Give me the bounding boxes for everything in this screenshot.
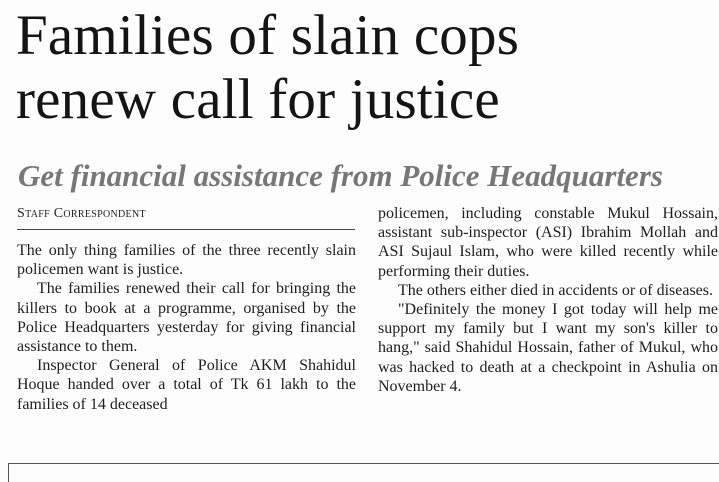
paragraph-5: "Definitely the money I got today will help me support my family but I want my son's killer to hang," said Shahidul Hossain, father of Mukul, who was hacked to death at a checkpoint in Ashulia on November 4. xyxy=(378,301,718,395)
article-headline xyxy=(16,4,716,132)
paragraph-1: The only thing families of the three recently slain policemen want is justice. xyxy=(17,242,356,279)
paragraph-3-continued: policemen, including constable Mukul Hossain, assistant sub-inspector (ASI) Ibrahim Mollah and ASI Sujaul Islam, who were killed recently while performing their duties. xyxy=(378,205,718,280)
headline-line-1: Families of slain cops xyxy=(16,4,520,67)
byline: Staff Correspondent xyxy=(17,205,355,230)
article-subheadline: Get financial assistance from Police Headquarters xyxy=(18,158,663,193)
article-column-right xyxy=(378,204,718,396)
next-article-border xyxy=(8,463,719,482)
paragraph-3: Inspector General of Police AKM Shahidul Hoque handed over a total of Tk 61 lakh to the families of 14 deceased xyxy=(17,357,356,413)
paragraph-4: The others either died in accidents or of diseases. xyxy=(398,281,713,299)
headline-line-2: renew call for justice xyxy=(16,68,500,131)
paragraph-2: The families renewed their call for bringing the killers to book at a programme, organised by the Police Headquarters yesterday for giving financial assistance to them. xyxy=(17,280,356,356)
article-column-left xyxy=(17,241,356,414)
